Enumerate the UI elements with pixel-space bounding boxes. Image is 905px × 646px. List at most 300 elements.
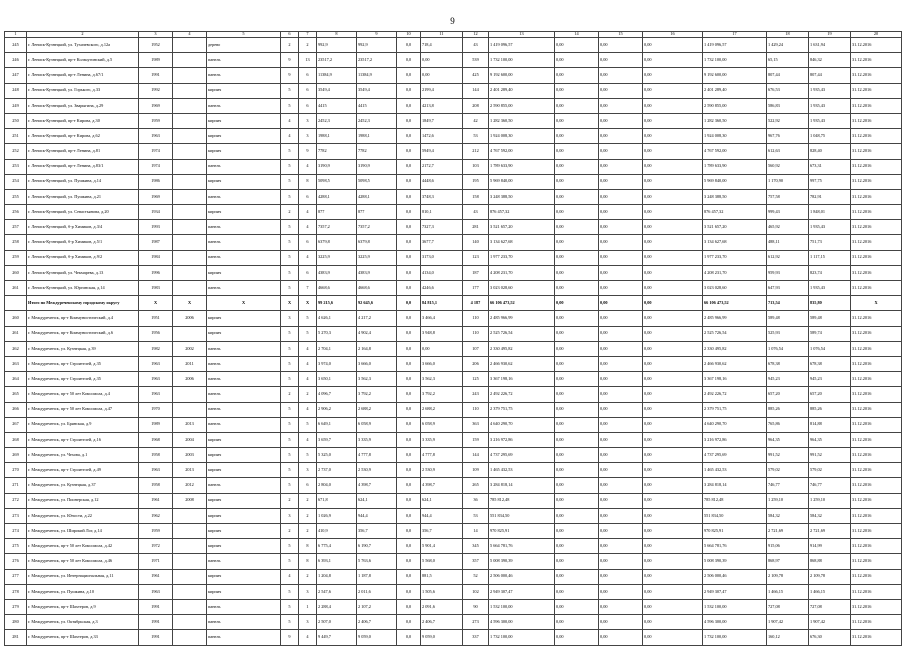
table-cell: 876 457,32 bbox=[489, 205, 555, 220]
table-cell: 0,00 bbox=[643, 53, 703, 68]
table-cell: 4 398,7 bbox=[357, 478, 397, 493]
table-cell: 0,00 bbox=[599, 584, 643, 599]
address-cell: г. Междуреченск, пр-т Строителей, д.49 bbox=[27, 463, 139, 478]
table-cell: 0,00 bbox=[599, 630, 643, 645]
table-cell: 945,23 bbox=[767, 372, 809, 387]
table-cell: 488,11 bbox=[767, 235, 809, 250]
table-cell: 1 732 100,00 bbox=[489, 630, 555, 645]
table-cell: панель bbox=[207, 417, 281, 432]
table-cell bbox=[173, 113, 207, 128]
table-cell: 9 bbox=[281, 630, 299, 645]
table-cell: 0,00 bbox=[555, 432, 599, 447]
table-cell: 5 bbox=[281, 372, 299, 387]
table-cell: 2 bbox=[281, 493, 299, 508]
table-cell: 1 732 100,00 bbox=[489, 53, 555, 68]
table-row bbox=[5, 554, 902, 569]
address-cell: г. Междуреченск, пр-т 50 лет Комсомола, д.42 bbox=[27, 539, 139, 554]
table-cell: 0,00 bbox=[555, 174, 599, 189]
table-cell: 1 187,8 bbox=[357, 569, 397, 584]
table-cell: 0,00 bbox=[555, 372, 599, 387]
address-cell: г. Лениск-Кузнецкий, пр-т Кирова, д.62 bbox=[27, 129, 139, 144]
table-row bbox=[5, 478, 902, 493]
table-cell: 257 bbox=[5, 220, 27, 235]
table-row bbox=[5, 83, 902, 98]
table-cell: 3 284 818,14 bbox=[703, 478, 767, 493]
table-cell bbox=[173, 83, 207, 98]
table-cell: 657,20 bbox=[809, 387, 851, 402]
table-cell: 7357,2 bbox=[357, 220, 397, 235]
table-cell: 3 521 657,20 bbox=[703, 220, 767, 235]
table-cell: 7 bbox=[299, 281, 317, 296]
table-cell: 0,00 bbox=[599, 281, 643, 296]
address-cell: г. Междуреченск, ул. Пушкина, д.10 bbox=[27, 584, 139, 599]
table-cell: 522,92 bbox=[767, 113, 809, 128]
table-cell: 363 bbox=[463, 417, 489, 432]
table-cell: 0,00 bbox=[643, 524, 703, 539]
table-cell: 0,0 bbox=[397, 448, 421, 463]
table-cell: 0,00 bbox=[599, 129, 643, 144]
table-cell: 281 bbox=[5, 630, 27, 645]
table-cell: 273 bbox=[463, 615, 489, 630]
table-cell: 1 419 096,57 bbox=[703, 38, 767, 53]
table-cell: 1 532 100,00 bbox=[489, 599, 555, 614]
table-cell: 1963 bbox=[139, 387, 173, 402]
address-cell: г. Лениск-Кузнецкий, пр-т Ленина, д.83/1 bbox=[27, 159, 139, 174]
table-cell: 9 bbox=[357, 32, 397, 38]
table-cell: 2 406,7 bbox=[421, 615, 463, 630]
table-cell: 2 530,9 bbox=[421, 463, 463, 478]
table-cell: 1 935,43 bbox=[809, 98, 851, 113]
table-cell bbox=[173, 630, 207, 645]
table-cell: 727,08 bbox=[767, 599, 809, 614]
table-cell bbox=[173, 569, 207, 584]
table-cell: 2013 bbox=[173, 463, 207, 478]
table-cell: 991,52 bbox=[767, 448, 809, 463]
table-cell: 0,00 bbox=[555, 265, 599, 280]
table-cell: 0,00 bbox=[599, 38, 643, 53]
table-cell: 4 208 231,70 bbox=[703, 265, 767, 280]
table-row bbox=[5, 326, 902, 341]
table-cell: 2 492 226,72 bbox=[489, 387, 555, 402]
table-cell: 14 bbox=[463, 524, 489, 539]
table-cell bbox=[173, 98, 207, 113]
table-cell: 589,48 bbox=[767, 311, 809, 326]
table-cell: 4 096,7 bbox=[317, 387, 357, 402]
table-cell: 0,00 bbox=[643, 402, 703, 417]
table-cell: 823,74 bbox=[809, 265, 851, 280]
table-cell: 1963 bbox=[139, 584, 173, 599]
table-cell: 868,88 bbox=[809, 554, 851, 569]
table-cell: 0,00 bbox=[599, 296, 643, 311]
table-cell: 1989 bbox=[139, 53, 173, 68]
table-cell: 0,00 bbox=[599, 372, 643, 387]
table-cell: 0,00 bbox=[643, 38, 703, 53]
table-cell: 997,75 bbox=[809, 174, 851, 189]
table-cell: 5 bbox=[281, 539, 299, 554]
table-cell: 1 505,6 bbox=[421, 584, 463, 599]
table-cell: 4288,1 bbox=[317, 189, 357, 204]
table-cell: 6 bbox=[299, 235, 317, 250]
table-cell: 2 949 307,47 bbox=[489, 584, 555, 599]
table-cell: 5 bbox=[281, 463, 299, 478]
table-cell: 110 bbox=[463, 402, 489, 417]
table-cell: 13 bbox=[299, 53, 317, 68]
address-cell: г. Лениск-Кузнецкий, ул. Пушкина, д.21 bbox=[27, 189, 139, 204]
table-row bbox=[5, 68, 902, 83]
table-row bbox=[5, 38, 902, 53]
table-cell: 1963 bbox=[139, 129, 173, 144]
table-cell: 6 393,1 bbox=[317, 554, 357, 569]
table-cell: 671,8 bbox=[317, 493, 357, 508]
table-cell: 835,80 bbox=[809, 296, 851, 311]
table-cell: 8 bbox=[299, 554, 317, 569]
table-cell: 579,02 bbox=[809, 463, 851, 478]
table-cell: 0,0 bbox=[397, 356, 421, 371]
table-cell: 814,88 bbox=[809, 417, 851, 432]
table-cell: 5 270,3 bbox=[317, 326, 357, 341]
table-cell: 269 bbox=[5, 448, 27, 463]
table-cell: панель bbox=[207, 356, 281, 371]
table-cell: 53 bbox=[463, 508, 489, 523]
table-cell: 1 732 100,00 bbox=[703, 630, 767, 645]
table-cell: 0,00 bbox=[643, 189, 703, 204]
table-cell: 0,00 bbox=[599, 478, 643, 493]
table-cell: 2 525 726,54 bbox=[489, 326, 555, 341]
table-cell: 2172,7 bbox=[421, 159, 463, 174]
table-cell: 6 649,1 bbox=[317, 417, 357, 432]
table-cell: кирпич bbox=[207, 463, 281, 478]
table-cell: 785 812,48 bbox=[703, 493, 767, 508]
table-cell: 0,00 bbox=[643, 630, 703, 645]
table-cell: 1 117,15 bbox=[809, 250, 851, 265]
table-cell: 3549,4 bbox=[357, 83, 397, 98]
table-cell: 248 bbox=[5, 83, 27, 98]
table-cell: 7327,3 bbox=[421, 220, 463, 235]
table-cell: 31.12.2016 bbox=[851, 189, 902, 204]
table-cell: 2 330 495,82 bbox=[703, 341, 767, 356]
table-cell: 4 bbox=[299, 356, 317, 371]
table-cell: 2 547,6 bbox=[317, 584, 357, 599]
table-cell: 2 379 751,75 bbox=[703, 402, 767, 417]
table-cell: 4 777,8 bbox=[421, 448, 463, 463]
table-cell: 0,0 bbox=[397, 584, 421, 599]
table-cell: 3 023 028,60 bbox=[489, 281, 555, 296]
table-cell: 31.12.2016 bbox=[851, 129, 902, 144]
table-cell: 0,00 bbox=[599, 402, 643, 417]
table-row bbox=[5, 129, 902, 144]
table-cell: 0,00 bbox=[599, 53, 643, 68]
table-cell: 5 bbox=[281, 478, 299, 493]
table-cell: 53 bbox=[463, 129, 489, 144]
table-cell: 0,0 bbox=[397, 508, 421, 523]
table-cell: 4 bbox=[281, 113, 299, 128]
table-cell: 3190,9 bbox=[357, 159, 397, 174]
table-cell: кирпич bbox=[207, 174, 281, 189]
table-cell: 718,4 bbox=[421, 38, 463, 53]
table-row bbox=[5, 265, 902, 280]
table-cell: кирпич bbox=[207, 569, 281, 584]
table-cell: 15 bbox=[599, 32, 643, 38]
table-cell: 0,00 bbox=[555, 569, 599, 584]
table-row bbox=[5, 402, 902, 417]
table-cell: 2 330 495,82 bbox=[489, 341, 555, 356]
table-cell: 2 485 966,99 bbox=[703, 311, 767, 326]
table-row bbox=[5, 311, 902, 326]
table-cell: 0,0 bbox=[397, 432, 421, 447]
table-cell: 3 335,9 bbox=[421, 432, 463, 447]
table-cell: 1 935,43 bbox=[809, 83, 851, 98]
table-cell: 206 bbox=[463, 356, 489, 371]
table-cell: 846,32 bbox=[809, 53, 851, 68]
table-cell: 560,92 bbox=[767, 159, 809, 174]
table-cell: 0,00 bbox=[599, 432, 643, 447]
table-cell: 1962 bbox=[139, 508, 173, 523]
table-cell: 0,0 bbox=[397, 68, 421, 83]
table-cell: 0,00 bbox=[599, 599, 643, 614]
table-row bbox=[5, 463, 902, 478]
table-cell: 4 767 592,00 bbox=[489, 144, 555, 159]
table-cell: 5 008 390,39 bbox=[489, 554, 555, 569]
table-cell: 273 bbox=[5, 508, 27, 523]
table-cell: 0,0 bbox=[397, 493, 421, 508]
table-cell: 0,00 bbox=[555, 113, 599, 128]
table-cell: 0,0 bbox=[397, 539, 421, 554]
table-cell bbox=[173, 38, 207, 53]
table-cell: 0,00 bbox=[643, 113, 703, 128]
table-cell: 2 704,1 bbox=[317, 341, 357, 356]
table-cell: 5 bbox=[281, 281, 299, 296]
table-row bbox=[5, 341, 902, 356]
table-cell: 1970 bbox=[139, 402, 173, 417]
table-cell: 4 640 290,70 bbox=[489, 417, 555, 432]
address-cell: г. Междуреченск, пр-т Строителей, д.16 bbox=[27, 432, 139, 447]
table-cell: 676,53 bbox=[767, 83, 809, 98]
table-cell: 425 bbox=[463, 68, 489, 83]
table-cell: 31.12.2016 bbox=[851, 68, 902, 83]
table-cell: 9 192 600,00 bbox=[703, 68, 767, 83]
table-cell: 3 248 388,50 bbox=[489, 189, 555, 204]
table-cell: 19 bbox=[809, 32, 851, 38]
table-cell bbox=[173, 129, 207, 144]
table-cell: 2 466 930,62 bbox=[703, 356, 767, 371]
table-cell: 2 bbox=[299, 493, 317, 508]
table-cell: 0,00 bbox=[599, 417, 643, 432]
table-cell: 23517,2 bbox=[317, 53, 357, 68]
table-cell: 0,0 bbox=[397, 402, 421, 417]
table-cell bbox=[173, 235, 207, 250]
table-cell: 3 666,0 bbox=[357, 356, 397, 371]
table-row bbox=[5, 372, 902, 387]
table-cell: 18 bbox=[767, 32, 809, 38]
address-cell: г. Междуреченск, ул. Кузнецкая, д.39 bbox=[27, 341, 139, 356]
table-cell: кирпич bbox=[207, 493, 281, 508]
table-cell: 0,00 bbox=[555, 235, 599, 250]
table-cell: 0,00 bbox=[643, 281, 703, 296]
table-cell: 9 449,7 bbox=[317, 630, 357, 645]
table-cell: 265 bbox=[5, 387, 27, 402]
table-cell: 1 076,54 bbox=[767, 341, 809, 356]
table-cell: 0,0 bbox=[397, 38, 421, 53]
table-cell bbox=[173, 68, 207, 83]
table-cell: панель bbox=[207, 53, 281, 68]
address-cell: г. Лениск-Кузнецкий, б-р Химиков, д.5/1 bbox=[27, 235, 139, 250]
table-cell: 944,4 bbox=[421, 508, 463, 523]
table-cell: 2 091,6 bbox=[421, 599, 463, 614]
table-cell: 3 bbox=[299, 113, 317, 128]
table-cell: 110 bbox=[463, 326, 489, 341]
table-cell: 0,00 bbox=[643, 599, 703, 614]
table-cell: 0,0 bbox=[397, 159, 421, 174]
table-cell: 5 763,6 bbox=[357, 554, 397, 569]
table-cell: 31.12.2016 bbox=[851, 98, 902, 113]
table-cell: 265 bbox=[463, 478, 489, 493]
table-cell: 0,00 bbox=[599, 356, 643, 371]
table-row bbox=[5, 508, 902, 523]
table-cell: 2 bbox=[299, 569, 317, 584]
table-cell: 4 bbox=[299, 630, 317, 645]
table-cell: 0,00 bbox=[555, 630, 599, 645]
table-cell: 31.12.2016 bbox=[851, 83, 902, 98]
table-cell: 0,0 bbox=[397, 220, 421, 235]
table-cell: 0,00 bbox=[643, 508, 703, 523]
table-cell: 1 076,54 bbox=[809, 341, 851, 356]
table-cell: 31.12.2016 bbox=[851, 448, 902, 463]
table-cell: 0,00 bbox=[421, 53, 463, 68]
table-cell: 4 bbox=[299, 250, 317, 265]
table-cell: 6 bbox=[281, 32, 299, 38]
table-cell: 0,00 bbox=[643, 296, 703, 311]
table-row bbox=[5, 113, 902, 128]
table-cell: 159 bbox=[463, 432, 489, 447]
table-cell: 525,93 bbox=[767, 326, 809, 341]
table-cell: 123 bbox=[463, 250, 489, 265]
table-cell: 0,00 bbox=[555, 493, 599, 508]
table-cell: 0,00 bbox=[599, 205, 643, 220]
table-cell: 31.12.2016 bbox=[851, 493, 902, 508]
table-cell: 249 bbox=[5, 98, 27, 113]
table-cell: 6379,8 bbox=[317, 235, 357, 250]
table-cell: 1986 bbox=[139, 174, 173, 189]
table-cell: 885,26 bbox=[809, 402, 851, 417]
table-cell: 5 bbox=[299, 448, 317, 463]
table-cell: 2 107,2 bbox=[357, 599, 397, 614]
table-cell: 251 bbox=[5, 129, 27, 144]
table-cell: 1 170,90 bbox=[767, 174, 809, 189]
table-row bbox=[5, 615, 902, 630]
table-cell: 345 bbox=[463, 539, 489, 554]
table-cell: 0,00 bbox=[599, 326, 643, 341]
table-cell: кирпич bbox=[207, 129, 281, 144]
table-cell: 0,00 bbox=[555, 144, 599, 159]
table-cell: 589,48 bbox=[809, 311, 851, 326]
table-cell: 107 bbox=[463, 341, 489, 356]
table-cell: 1991 bbox=[139, 615, 173, 630]
table-cell: 1969 bbox=[139, 189, 173, 204]
table-cell: 1 977 233,70 bbox=[703, 250, 767, 265]
table-cell: 2 507,0 bbox=[317, 615, 357, 630]
table-cell: 31.12.2016 bbox=[851, 205, 902, 220]
table-cell: 274 bbox=[5, 524, 27, 539]
table-cell: панель bbox=[207, 189, 281, 204]
table-cell: 12 bbox=[463, 32, 489, 38]
table-cell: 4668,6 bbox=[357, 281, 397, 296]
table-cell: 2 688,2 bbox=[421, 402, 463, 417]
table-cell: 2 401 289,40 bbox=[489, 83, 555, 98]
table-cell: 970 825,91 bbox=[489, 524, 555, 539]
table-cell: 0,00 bbox=[643, 615, 703, 630]
table-cell: 31.12.2016 bbox=[851, 159, 902, 174]
address-cell: г. Междуреченск, пр-т Строителей, д.35 bbox=[27, 372, 139, 387]
table-cell: панель bbox=[207, 554, 281, 569]
address-cell: г. Междуреченск, пр-т Шахтеров, д.33 bbox=[27, 630, 139, 645]
table-cell: 3 367 198,16 bbox=[489, 372, 555, 387]
table-cell: 3 650,1 bbox=[317, 372, 357, 387]
table-cell: 1 259,10 bbox=[767, 493, 809, 508]
table-cell: 31.12.2016 bbox=[851, 599, 902, 614]
table-cell: 31.12.2016 bbox=[851, 113, 902, 128]
table-cell: 31.12.2016 bbox=[851, 281, 902, 296]
table-cell: 258 bbox=[5, 235, 27, 250]
address-cell: г. Лениск-Кузнецкий, пр-т Кирова, д.30 bbox=[27, 113, 139, 128]
table-cell: кирпич bbox=[207, 265, 281, 280]
table-cell: 4 bbox=[299, 220, 317, 235]
table-cell: 4 596 300,00 bbox=[489, 615, 555, 630]
table-cell: 4 bbox=[299, 402, 317, 417]
table-cell: 262 bbox=[5, 341, 27, 356]
table-cell: 1988,1 bbox=[357, 129, 397, 144]
table-cell: 6 bbox=[299, 83, 317, 98]
total-row bbox=[5, 296, 902, 311]
table-cell: 5 901,4 bbox=[421, 539, 463, 554]
table-cell: 20 bbox=[851, 32, 902, 38]
table-cell: 5 969 840,00 bbox=[489, 174, 555, 189]
table-cell: 589,74 bbox=[809, 326, 851, 341]
table-cell: 2008 bbox=[173, 493, 207, 508]
table-cell: 3677,7 bbox=[421, 235, 463, 250]
table-cell: 3190,9 bbox=[317, 159, 357, 174]
table-row bbox=[5, 235, 902, 250]
table-cell: 0,00 bbox=[643, 235, 703, 250]
table-cell: 31.12.2016 bbox=[851, 402, 902, 417]
table-cell: 1 466,15 bbox=[809, 584, 851, 599]
table-cell: 2 688,2 bbox=[357, 402, 397, 417]
table-cell: 2012 bbox=[173, 478, 207, 493]
address-cell: г. Лениск-Кузнецкий, ул. Зварыгина, д.29 bbox=[27, 98, 139, 113]
table-cell: панель bbox=[207, 478, 281, 493]
table-cell: 6 bbox=[299, 265, 317, 280]
table-cell: 3225,9 bbox=[317, 250, 357, 265]
table-row bbox=[5, 356, 902, 371]
table-cell: 1961 bbox=[139, 569, 173, 584]
table-cell: 3 562,3 bbox=[357, 372, 397, 387]
table-cell: 0,00 bbox=[599, 189, 643, 204]
address-cell: г. Междуреченск, ул. Интернациональная, д.11 bbox=[27, 569, 139, 584]
table-cell: 0,00 bbox=[555, 417, 599, 432]
table-cell: 31.12.2016 bbox=[851, 463, 902, 478]
table-cell: 66 106 473,52 bbox=[703, 296, 767, 311]
table-cell bbox=[173, 220, 207, 235]
table-cell: 5 bbox=[281, 402, 299, 417]
table-cell: 0,00 bbox=[643, 68, 703, 83]
table-cell: 4 398,7 bbox=[421, 478, 463, 493]
table-cell: 1956 bbox=[139, 326, 173, 341]
address-cell: г. Междуреченск, ул. Брянская, д.9 bbox=[27, 417, 139, 432]
address-cell: г. Лениск-Кузнецкий, ул. Чекмарева, д.13 bbox=[27, 265, 139, 280]
table-cell: 5 bbox=[281, 584, 299, 599]
table-cell: 0,00 bbox=[643, 417, 703, 432]
table-cell: 0,00 bbox=[643, 584, 703, 599]
table-cell: 0,00 bbox=[599, 463, 643, 478]
